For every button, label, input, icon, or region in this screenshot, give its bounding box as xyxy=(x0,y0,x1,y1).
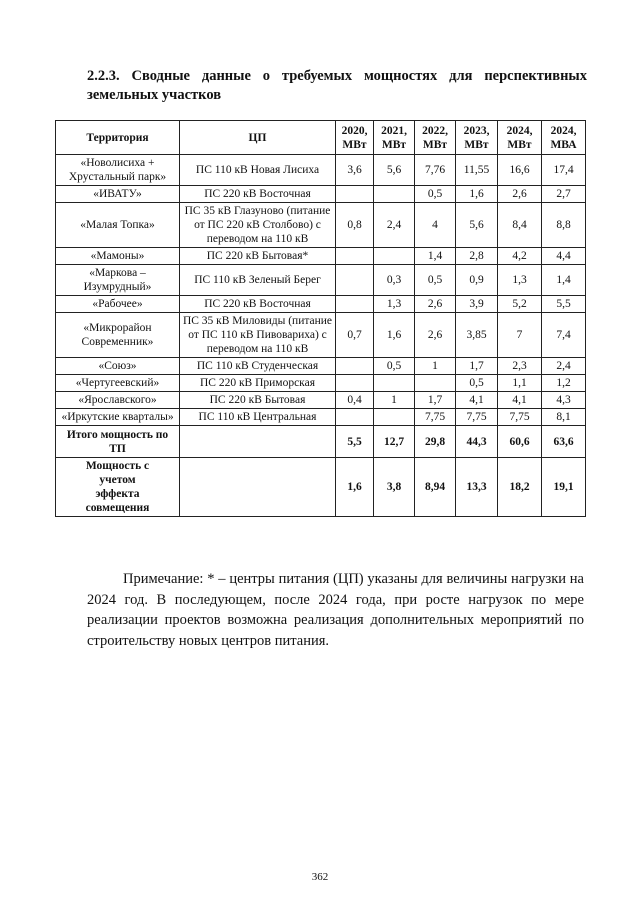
table-cell: 18,2 xyxy=(498,458,542,517)
table-cell: 0,8 xyxy=(336,203,374,248)
total-row xyxy=(56,426,586,458)
power-requirements-table xyxy=(55,120,586,517)
table-cell: 1,3 xyxy=(374,296,415,313)
table-cell: 2,4 xyxy=(542,358,586,375)
table-cell xyxy=(180,426,336,458)
combined-effect-row xyxy=(56,458,586,517)
footnote: Примечание: * – центры питания (ЦП) указаны для величины нагрузки на 2024 год. В последующем, после 2024 года, при росте нагрузок по мере реализации проектов возможна реализация дополнительных мероприятий по строительству новых центров питания. xyxy=(87,571,584,649)
table-cell: 7 xyxy=(498,313,542,358)
table-cell: 7,4 xyxy=(542,313,586,358)
table-cell xyxy=(180,458,336,517)
table-cell: 7,76 xyxy=(415,155,456,186)
table-row xyxy=(56,155,586,186)
table-cell: «Союз» xyxy=(56,358,180,375)
table-cell xyxy=(415,375,456,392)
table-cell: 5,6 xyxy=(456,203,498,248)
table-cell: 11,55 xyxy=(456,155,498,186)
column-header: 2022, МВт xyxy=(415,121,456,155)
table-row xyxy=(56,313,586,358)
column-header: ЦП xyxy=(180,121,336,155)
table-cell: «Чертугеевский» xyxy=(56,375,180,392)
table-cell: 17,4 xyxy=(542,155,586,186)
table-cell xyxy=(374,186,415,203)
table-cell: 0,5 xyxy=(374,358,415,375)
table-cell xyxy=(336,409,374,426)
table-cell: «Малая Топка» xyxy=(56,203,180,248)
table-cell: 3,6 xyxy=(336,155,374,186)
table-cell: 5,5 xyxy=(336,426,374,458)
table-cell: ПС 220 кВ Восточная xyxy=(180,186,336,203)
table-header-row xyxy=(56,121,586,155)
table-cell xyxy=(336,358,374,375)
table-cell: 1,4 xyxy=(415,248,456,265)
table-row xyxy=(56,186,586,203)
table-row xyxy=(56,203,586,248)
table-cell: ПС 220 кВ Восточная xyxy=(180,296,336,313)
table-cell xyxy=(336,265,374,296)
table-cell: 4,3 xyxy=(542,392,586,409)
table-cell: 1,3 xyxy=(498,265,542,296)
table-cell: 0,7 xyxy=(336,313,374,358)
table-cell: 16,6 xyxy=(498,155,542,186)
table-cell: 7,75 xyxy=(415,409,456,426)
table-cell: 1 xyxy=(374,392,415,409)
table-cell: ПС 35 кВ Миловиды (питание от ПС 110 кВ Пивовариха) с переводом на 110 кВ xyxy=(180,313,336,358)
column-header: 2020, МВт xyxy=(336,121,374,155)
table-cell: ПС 220 кВ Бытовая xyxy=(180,392,336,409)
table-cell: 3,9 xyxy=(456,296,498,313)
table-cell: 4 xyxy=(415,203,456,248)
table-cell: 4,2 xyxy=(498,248,542,265)
table-cell: ПС 35 кВ Глазуново (питание от ПС 220 кВ Столбово) с переводом на 110 кВ xyxy=(180,203,336,248)
table-cell: 1,7 xyxy=(456,358,498,375)
table-cell: 1,6 xyxy=(456,186,498,203)
table-cell: 3,8 xyxy=(374,458,415,517)
table-cell: 8,94 xyxy=(415,458,456,517)
table-cell: 0,4 xyxy=(336,392,374,409)
column-header: 2023, МВт xyxy=(456,121,498,155)
table-cell: ПС 110 кВ Студенческая xyxy=(180,358,336,375)
table-cell: 1,4 xyxy=(542,265,586,296)
column-header: 2024, МВт xyxy=(498,121,542,155)
section-title: 2.2.3. Сводные данные о требуемых мощностях для перспективных земельных участков xyxy=(87,68,587,103)
column-header: Территория xyxy=(56,121,180,155)
table-cell: 4,1 xyxy=(456,392,498,409)
table-cell: 0,9 xyxy=(456,265,498,296)
table-cell: 2,7 xyxy=(542,186,586,203)
table-cell: 2,6 xyxy=(415,313,456,358)
table-cell: 2,4 xyxy=(374,203,415,248)
table-cell: 8,8 xyxy=(542,203,586,248)
table-cell: 19,1 xyxy=(542,458,586,517)
table-cell: ПС 110 кВ Новая Лисиха xyxy=(180,155,336,186)
table-cell: 1,1 xyxy=(498,375,542,392)
page-number: 362 xyxy=(311,871,329,883)
table-cell: 5,2 xyxy=(498,296,542,313)
table-cell: 0,3 xyxy=(374,265,415,296)
table-cell: 8,4 xyxy=(498,203,542,248)
table-cell: 2,3 xyxy=(498,358,542,375)
table-cell: ПС 220 кВ Приморская xyxy=(180,375,336,392)
table-row xyxy=(56,248,586,265)
table-cell xyxy=(374,409,415,426)
table-row xyxy=(56,392,586,409)
table-cell: ПС 110 кВ Зеленый Берег xyxy=(180,265,336,296)
table-cell: 1,7 xyxy=(415,392,456,409)
table-cell: «Рабочее» xyxy=(56,296,180,313)
table-cell: 63,6 xyxy=(542,426,586,458)
table-cell: 0,5 xyxy=(415,265,456,296)
table-cell xyxy=(336,296,374,313)
table-cell: ПС 110 кВ Центральная xyxy=(180,409,336,426)
table-cell: ПС 220 кВ Бытовая* xyxy=(180,248,336,265)
column-header: 2024, МВА xyxy=(542,121,586,155)
table-cell: Мощность с учетом эффекта совмещения xyxy=(56,458,180,517)
table-cell: 4,1 xyxy=(498,392,542,409)
table-row xyxy=(56,375,586,392)
table-cell: 8,1 xyxy=(542,409,586,426)
table-cell: 7,75 xyxy=(498,409,542,426)
table-cell: 2,6 xyxy=(498,186,542,203)
table-cell: 2,8 xyxy=(456,248,498,265)
table-cell: 1,6 xyxy=(336,458,374,517)
table-cell xyxy=(336,248,374,265)
table-cell: 1,6 xyxy=(374,313,415,358)
table-row xyxy=(56,296,586,313)
table-cell: «Новолисиха + Хрустальный парк» xyxy=(56,155,180,186)
table-cell: 29,8 xyxy=(415,426,456,458)
table-row xyxy=(56,358,586,375)
table-cell xyxy=(374,375,415,392)
table-cell xyxy=(336,186,374,203)
column-header: 2021, МВт xyxy=(374,121,415,155)
table-cell xyxy=(336,375,374,392)
table-cell: 12,7 xyxy=(374,426,415,458)
table-cell: 1,2 xyxy=(542,375,586,392)
table-row xyxy=(56,409,586,426)
table-cell: «Маркова – Изумрудный» xyxy=(56,265,180,296)
table-cell: «Иркутские кварталы» xyxy=(56,409,180,426)
table-cell: 5,5 xyxy=(542,296,586,313)
table-cell: 0,5 xyxy=(415,186,456,203)
table-cell: 5,6 xyxy=(374,155,415,186)
table-cell: Итого мощность по ТП xyxy=(56,426,180,458)
table-cell: «Микрорайон Современник» xyxy=(56,313,180,358)
table-cell: 3,85 xyxy=(456,313,498,358)
table-cell: 7,75 xyxy=(456,409,498,426)
table-cell: 1 xyxy=(415,358,456,375)
table-cell: 0,5 xyxy=(456,375,498,392)
table-cell: 13,3 xyxy=(456,458,498,517)
table-cell: «Мамоны» xyxy=(56,248,180,265)
table-cell: 60,6 xyxy=(498,426,542,458)
table-row xyxy=(56,265,586,296)
table-cell: «ИВАТУ» xyxy=(56,186,180,203)
table-cell: 44,3 xyxy=(456,426,498,458)
table-cell xyxy=(374,248,415,265)
table-cell: 4,4 xyxy=(542,248,586,265)
table-cell: «Ярославского» xyxy=(56,392,180,409)
table-cell: 2,6 xyxy=(415,296,456,313)
